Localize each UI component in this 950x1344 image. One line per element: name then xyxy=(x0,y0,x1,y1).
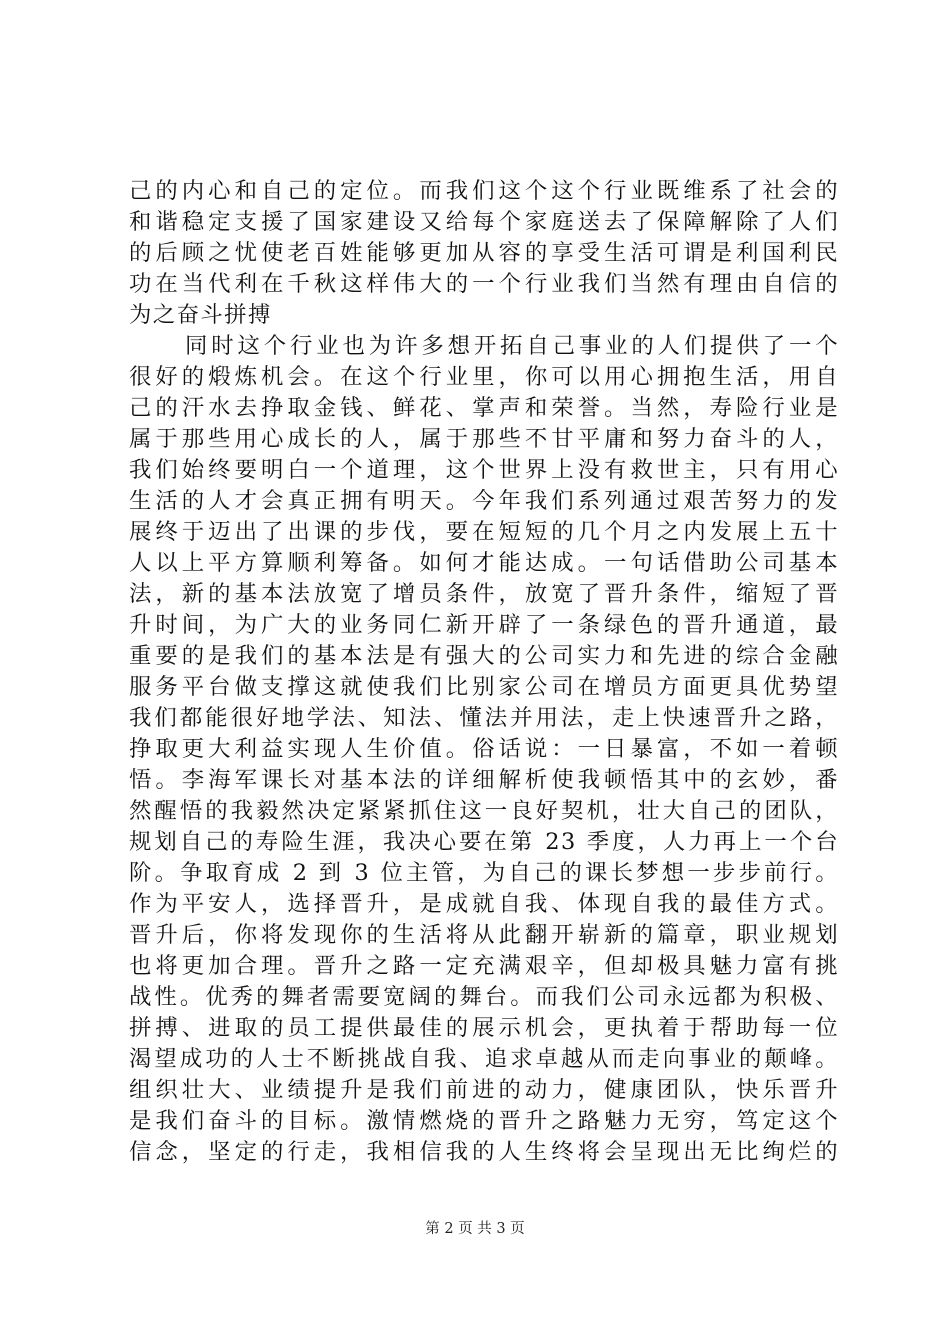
text-line: 展终于迈出了出课的步伐，要在短短的几个月之内发展上五十 xyxy=(129,519,839,545)
page-number-footer: 第 2 页 共 3 页 xyxy=(425,1221,525,1237)
text-line: 人以上平方算顺利筹备。如何才能达成。一句话借助公司基本 xyxy=(129,550,839,576)
body-text xyxy=(129,176,839,1168)
text-line: 很好的煅炼机会。在这个行业里，你可以用心拥抱生活，用自 xyxy=(129,364,839,390)
text-line: 法，新的基本法放宽了增员条件，放宽了晋升条件，缩短了晋 xyxy=(129,581,839,607)
text-line: 我们始终要明白一个道理，这个世界上没有救世主，只有用心 xyxy=(129,457,839,483)
paragraph-1 xyxy=(129,176,839,331)
text-line: 己的内心和自己的定位。而我们这个这个行业既维系了社会的 xyxy=(129,178,839,204)
text-line: 也将更加合理。晋升之路一定充满艰辛，但却极具魅力富有挑 xyxy=(129,953,839,979)
text-line: 悟。李海军课长对基本法的详细解析使我顿悟其中的玄妙，番 xyxy=(129,767,839,793)
text-line: 规划自己的寿险生涯，我决心要在第 23 季度，人力再上一个台 xyxy=(129,829,839,855)
text-line: 同时这个行业也为许多想开拓自己事业的人们提供了一个 xyxy=(185,333,839,359)
text-line: 属于那些用心成长的人，属于那些不甘平庸和努力奋斗的人， xyxy=(129,426,839,452)
text-line: 挣取更大利益实现人生价值。俗话说：一日暴富，不如一着顿 xyxy=(129,736,839,762)
text-line: 是我们奋斗的目标。激情燃烧的晋升之路魅力无穷，笃定这个 xyxy=(129,1108,839,1134)
text-line: 和谐稳定支援了国家建设又给每个家庭送去了保障解除了人们 xyxy=(129,209,839,235)
text-line: 拼搏、进取的员工提供最佳的展示机会，更执着于帮助每一位 xyxy=(129,1015,839,1041)
text-line: 己的汗水去挣取金钱、鲜花、掌声和荣誉。当然，寿险行业是 xyxy=(129,395,839,421)
text-line: 渴望成功的人士不断挑战自我、追求卓越从而走向事业的颠峰。 xyxy=(129,1046,839,1072)
text-line: 服务平台做支撑这就使我们比别家公司在增员方面更具优势望 xyxy=(129,674,839,700)
text-line: 升时间，为广大的业务同仁新开辟了一条绿色的晋升通道，最 xyxy=(129,612,839,638)
text-line: 我们都能很好地学法、知法、懂法并用法，走上快速晋升之路， xyxy=(129,705,839,731)
text-line: 功在当代利在千秋这样伟大的一个行业我们当然有理由自信的 xyxy=(129,271,839,297)
text-line: 然醒悟的我毅然决定紧紧抓住这一良好契机，壮大自己的团队， xyxy=(129,798,839,824)
text-line: 重要的是我们的基本法是有强大的公司实力和先进的综合金融 xyxy=(129,643,839,669)
text-line: 作为平安人，选择晋升，是成就自我、体现自我的最佳方式。 xyxy=(129,891,839,917)
text-line: 信念，坚定的行走，我相信我的人生终将会呈现出无比绚烂的 xyxy=(129,1139,839,1165)
text-line: 为之奋斗拼搏 xyxy=(129,302,272,328)
text-line: 组织壮大、业绩提升是我们前进的动力，健康团队，快乐晋升 xyxy=(129,1077,839,1103)
text-line: 阶。争取育成 2 到 3 位主管，为自己的课长梦想一步步前行。 xyxy=(129,860,839,886)
text-line: 生活的人才会真正拥有明天。今年我们系列通过艰苦努力的发 xyxy=(129,488,839,514)
text-line: 战性。优秀的舞者需要宽阔的舞台。而我们公司永远都为积极、 xyxy=(129,984,839,1010)
text-line: 的后顾之忧使老百姓能够更加从容的享受生活可谓是利国利民 xyxy=(129,240,839,266)
text-line: 晋升后，你将发现你的生活将从此翻开崭新的篇章，职业规划 xyxy=(129,922,839,948)
paragraph-2 xyxy=(129,331,839,1168)
